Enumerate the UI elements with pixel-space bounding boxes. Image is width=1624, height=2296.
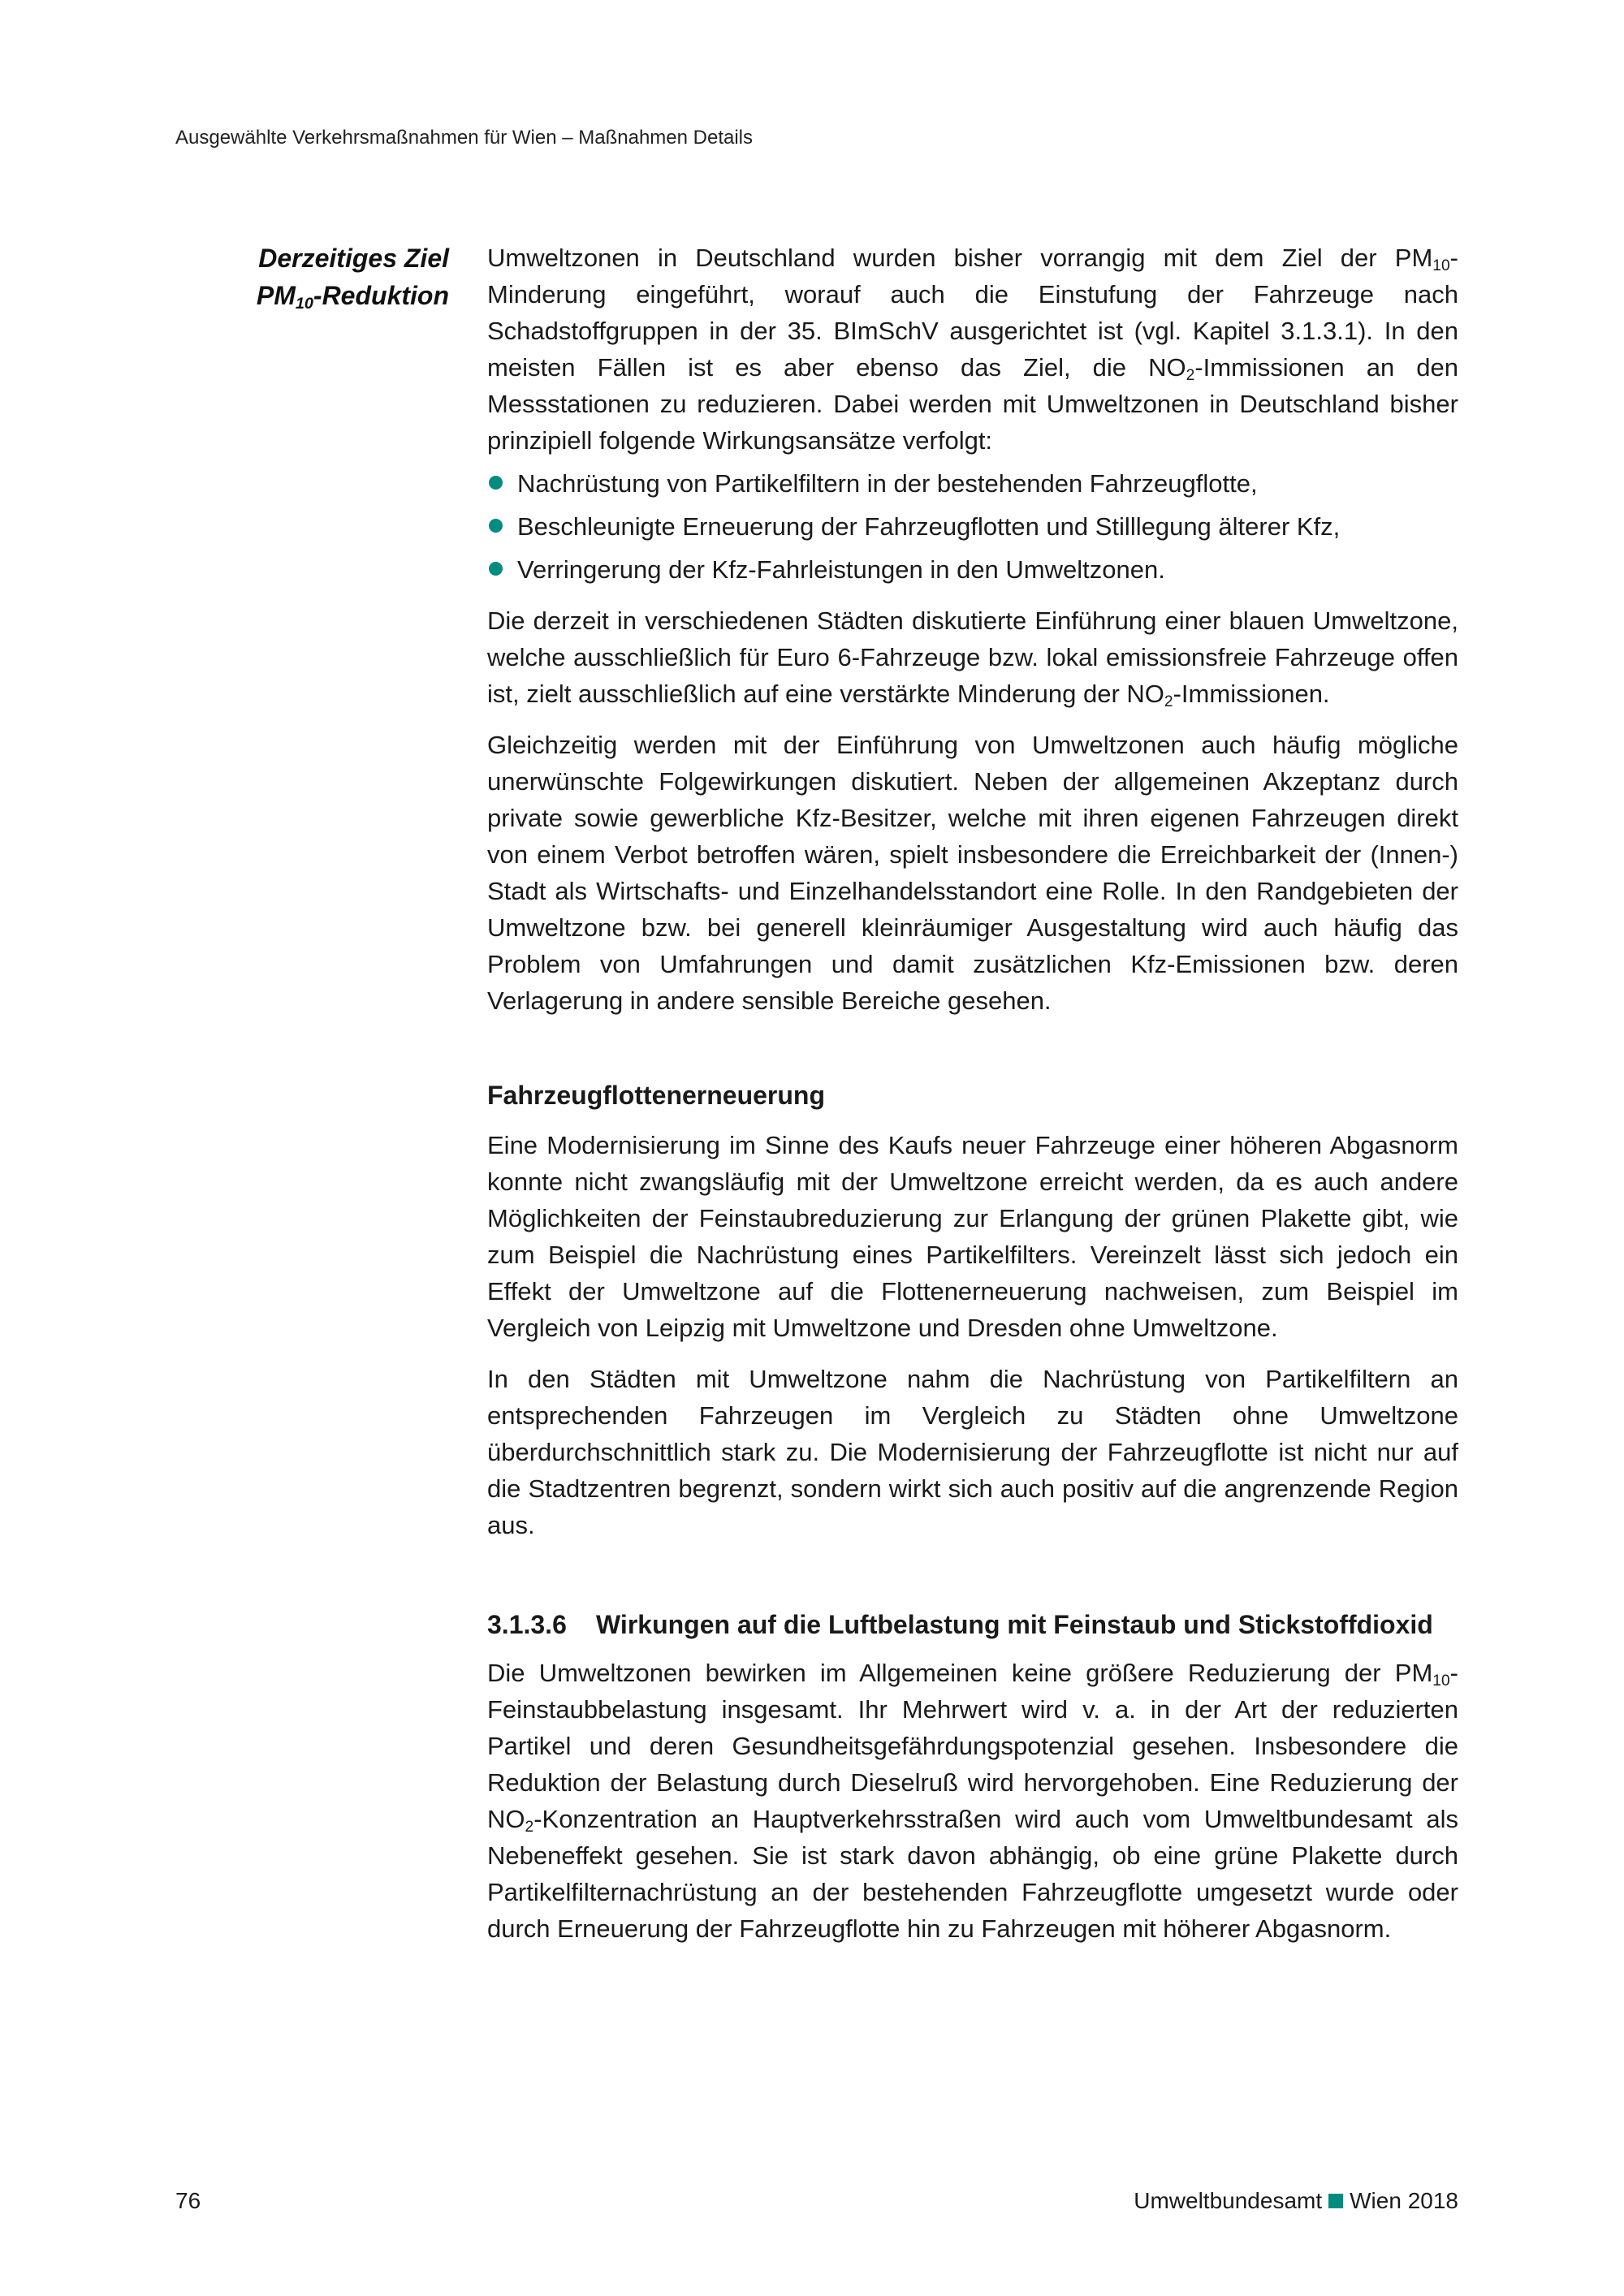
fleet-paragraph-1: Eine Modernisierung im Sinne des Kaufs neuer Fahrzeuge einer höheren Abgasnorm konnte nicht zwangsläufig mit der Umweltzone erreicht werden, da es auch andere Möglichkeiten der Feinstaubreduzierung zur Erlangung der grünen Plakette gibt, wie zum Beispiel die Nachrüstung eines Partikelfilters. Vereinzelt lässt sich jedoch ein Effekt der Umweltzone auf die Flottenerneuerung nachweisen, zum Beispiel im Vergleich von Leipzig mit Umweltzone und Dresden ohne Umweltzone. <box>487 1131 1458 1342</box>
side-effects-paragraph: Gleichzeitig werden mit der Einführung von Umweltzonen auch häufig mögliche unerwünschte Folgewirkungen diskutiert. Neben der allgemeinen Akzeptanz durch private sowie gewerbliche Kfz-Besitzer, welche mit ihren eigenen Fahrzeugen direkt von einem Verbot betroffen wären, spielt insbesondere die Erreichbarkeit der (Innen-) Stadt als Wirtschafts- und Einzelhandelsstandort eine Rolle. In den Randgebieten der Umweltzone bzw. bei generell kleinräumiger Ausgestaltung wird auch häufig das Problem von Umfahrungen und damit zusätzlichen Kfz-Emissionen bzw. deren Verlagerung in andere sensible Bereiche gesehen. <box>487 731 1458 1015</box>
running-header: Ausgewählte Verkehrsmaßnahmen für Wien – Maßnahmen Details <box>175 127 753 149</box>
bullet-dot-icon <box>489 562 503 576</box>
section-heading <box>487 1607 1458 1643</box>
section-number: 3.1.3.6 <box>487 1610 567 1639</box>
blue-zone-paragraph: Die derzeit in verschiedenen Städten diskutierte Einführung einer blauen Umweltzone, welche ausschließlich für Euro 6-Fahrzeuge bzw. lokal emissionsfreie Fahrzeuge offen ist, zielt ausschließlich auf eine verstärkte Minderung der $NO_2$-Immissionen. <box>487 606 1458 710</box>
margin-note-line1: Derzeitiges Ziel <box>258 244 449 273</box>
square-separator-icon <box>1328 2194 1343 2208</box>
margin-note <box>162 240 449 314</box>
place-year: Wien 2018 <box>1350 2188 1458 2213</box>
bullet-dot-icon <box>489 519 503 533</box>
footer-publisher <box>1134 2188 1458 2214</box>
bullet-list <box>487 465 1458 588</box>
bullet-dot-icon <box>489 476 503 490</box>
fleet-paragraph-2: In den Städten mit Umweltzone nahm die Nachrüstung von Partikelfiltern an entsprechenden Fahrzeugen im Vergleich zu Städten ohne Umweltzone überdurchschnittlich stark zu. Die Modernisierung der Fahrzeugflotte ist nicht nur auf die Stadtzentren begrenzt, sondern wirkt sich auch positiv auf die angrenzende Region aus. <box>487 1365 1458 1539</box>
publisher-name: Umweltbundesamt <box>1134 2188 1323 2213</box>
section-title: Wirkungen auf die Luftbelastung mit Feinstaub und Stickstoffdioxid <box>596 1610 1433 1639</box>
margin-note-line2: $PM_{10}$-Reduktion <box>256 281 449 313</box>
list-item: Nachrüstung von Partikelfiltern in der bestehenden Fahrzeugflotte, <box>487 465 1458 502</box>
section-paragraph: Die Umweltzonen bewirken im Allgemeinen keine größere Reduzierung der $PM_{10}$-Feinstaubbelastung insgesamt. Ihr Mehrwert wird v. a. in der Art der reduzierten Partikel und deren Gesundheitsgefährdungspotenzial gesehen. Insbesondere die Reduktion der Belastung durch Dieselruß wird hervorgehoben. Eine Reduzierung der $NO_2$-Konzentration an Hauptverkehrsstraßen wird auch vom Umweltbundesamt als Nebeneffekt gesehen. Sie ist stark davon abhängig, ob eine grüne Plakette durch Partikelfilternachrüstung an der bestehenden Fahrzeugflotte umgesetzt wurde oder durch Erneuerung der Fahrzeugflotte hin zu Fahrzeugen mit höherer Abgasnorm. <box>487 1659 1458 1943</box>
list-item: Beschleunigte Erneuerung der Fahrzeugflotten und Stilllegung älterer Kfz, <box>487 508 1458 545</box>
page-number: 76 <box>175 2188 201 2213</box>
fleet-heading: Fahrzeugflottenerneuerung <box>487 1081 826 1110</box>
list-item: Verringerung der Kfz-Fahrleistungen in den Umweltzonen. <box>487 551 1458 588</box>
intro-paragraph: Umweltzonen in Deutschland wurden bisher vorrangig mit dem Ziel der $PM_{10}$-Minderung eingeführt, worauf auch die Einstufung der Fahrzeuge nach Schadstoffgruppen in der 35. BImSchV ausgerichtet ist (vgl. Kapitel 3.1.3.1). In den meisten Fällen ist es aber ebenso das Ziel, die $NO_2$-Immissionen an den Messstationen zu reduzieren. Dabei werden mit Umweltzonen in Deutschland bisher prinzipiell folgende Wirkungsansätze verfolgt: <box>487 244 1458 455</box>
main-text-column <box>487 240 1458 1947</box>
